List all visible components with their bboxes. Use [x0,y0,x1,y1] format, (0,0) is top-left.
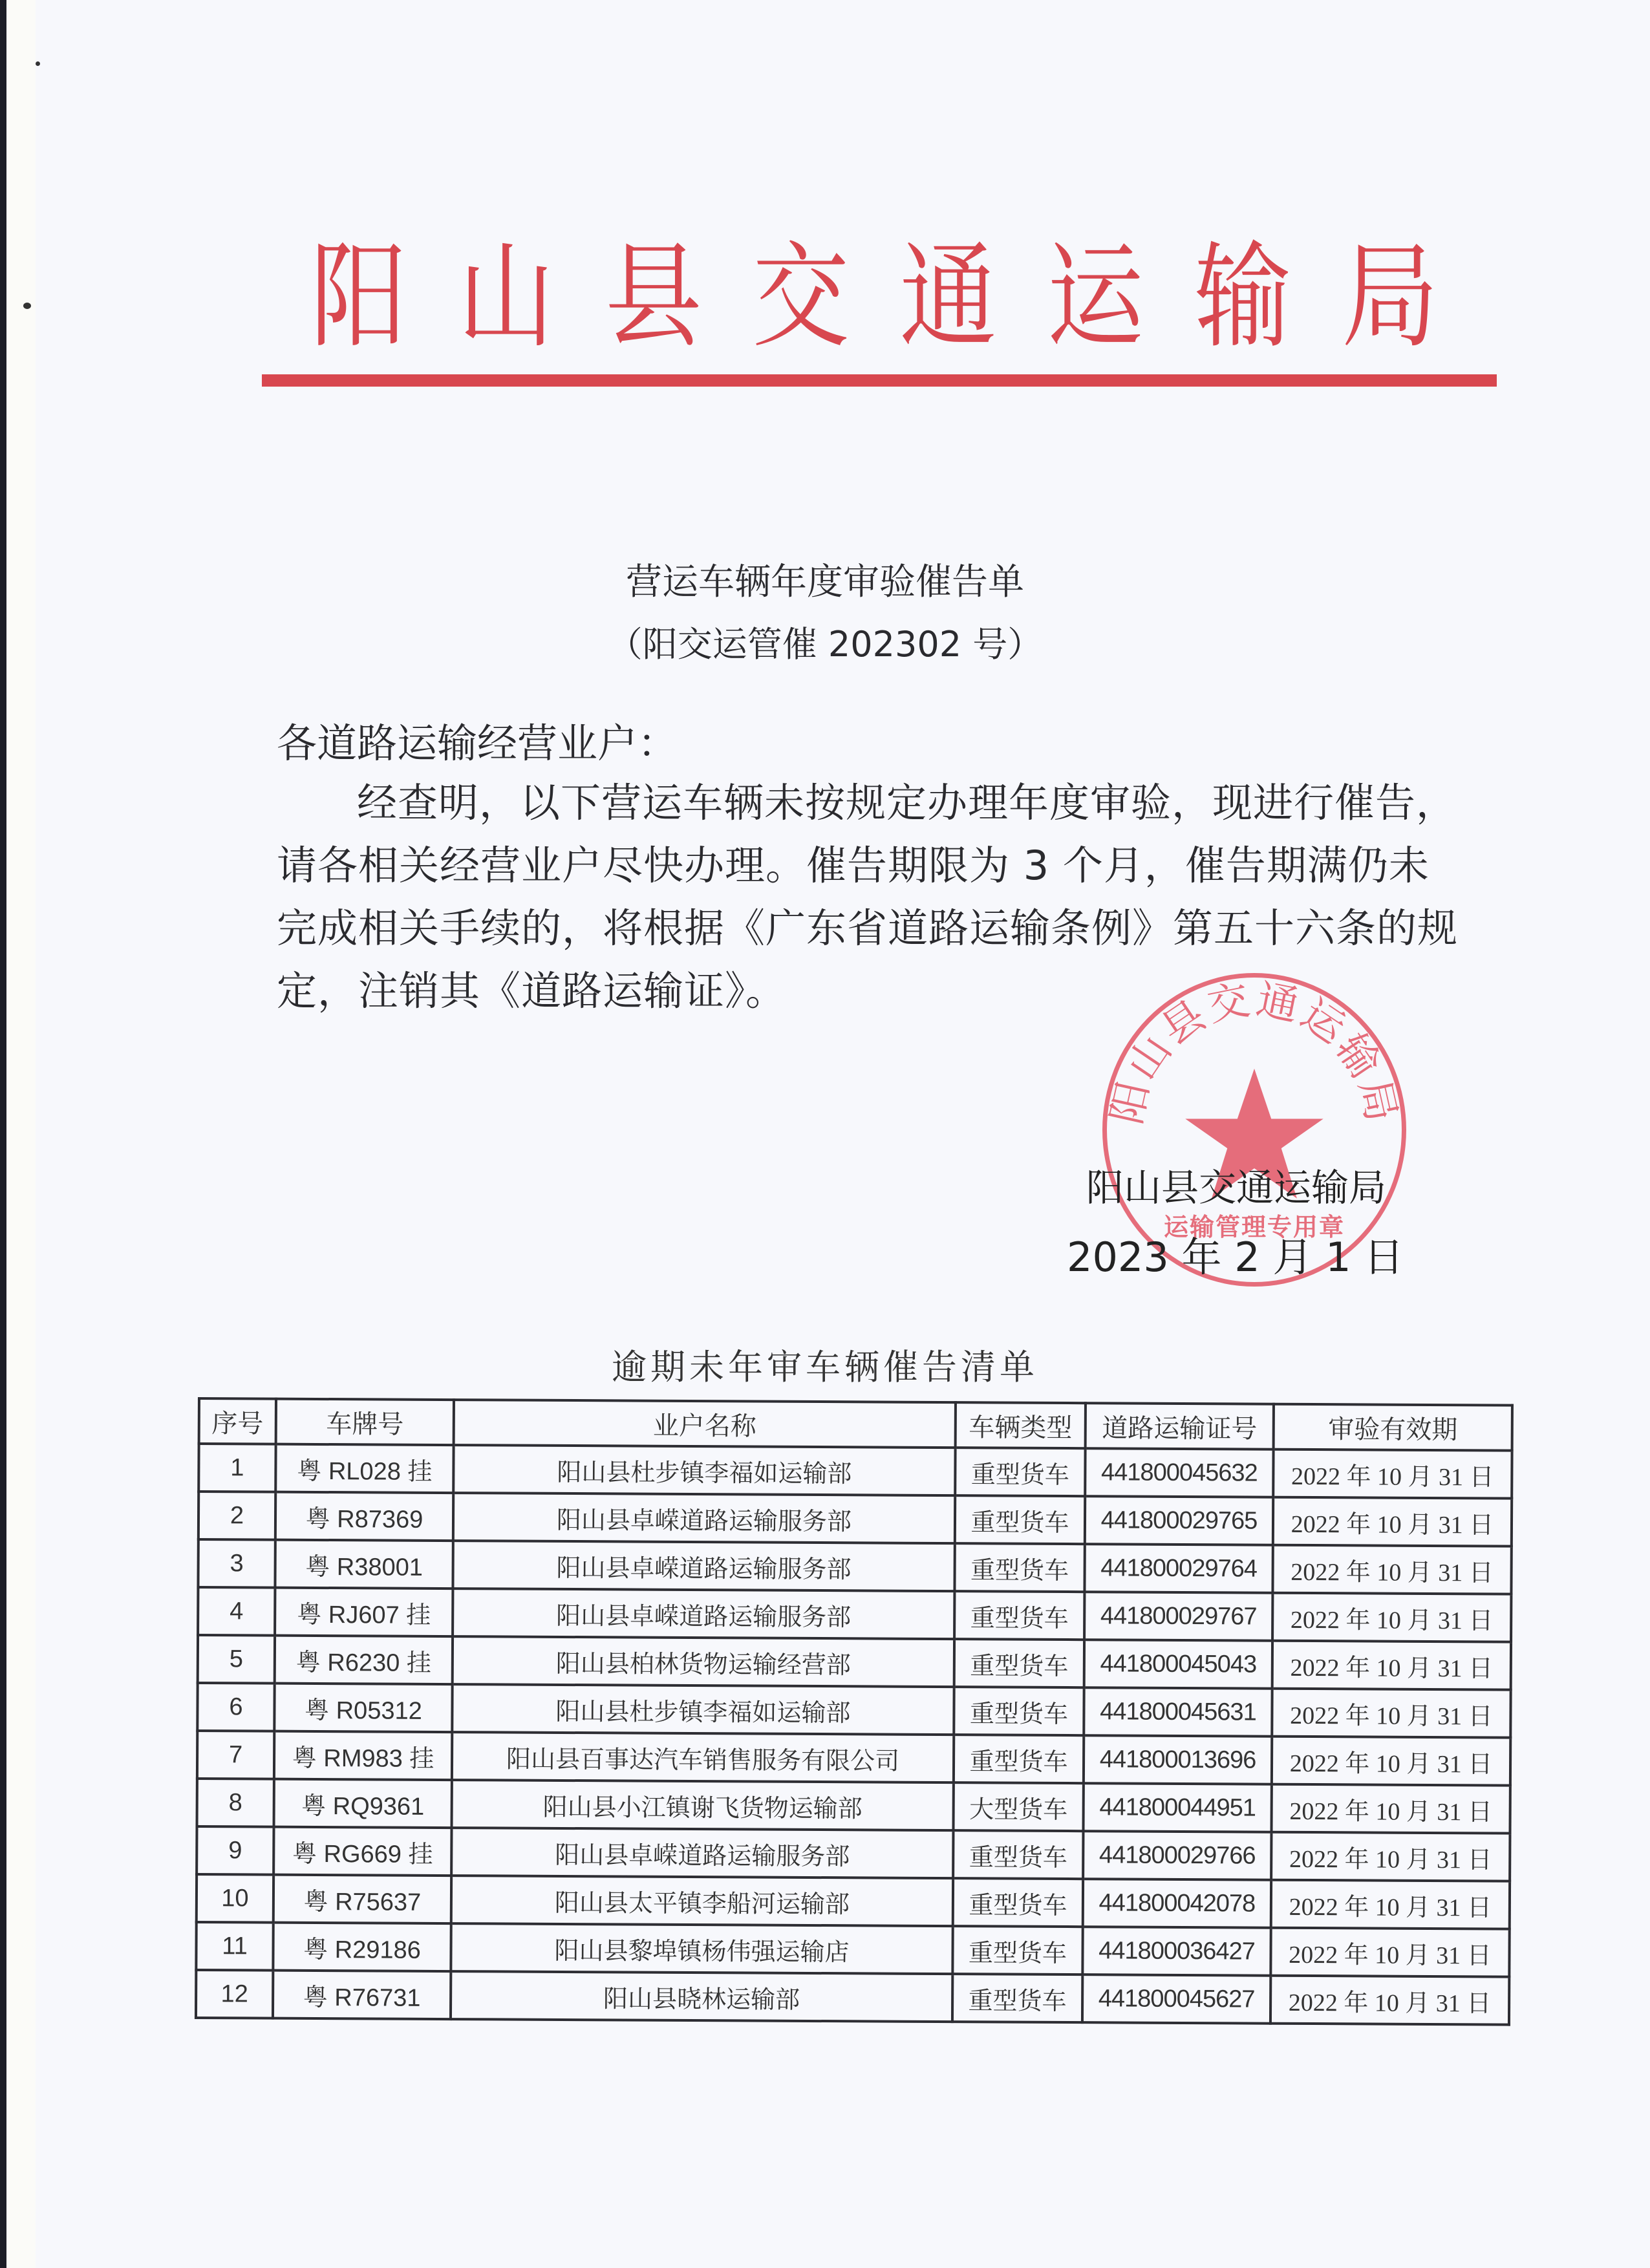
cell-valid-until: 2022 年 10 月 31 日 [1272,1593,1511,1642]
cell-no: 11 [196,1922,273,1971]
table-body [196,1444,1512,2025]
cell-operator: 阳山县百事达汽车销售服务有限公司 [452,1732,954,1782]
cell-valid-until: 2022 年 10 月 31 日 [1272,1689,1510,1738]
cell-plate: 粤 R6230 挂 [275,1636,453,1684]
cell-operator: 阳山县晓林运输部 [451,1971,952,2022]
cell-valid-until: 2022 年 10 月 31 日 [1272,1784,1510,1834]
cell-plate: 粤 RG669 挂 [273,1827,451,1876]
cell-vehicle-type: 重型货车 [952,1926,1082,1974]
column-header-type: 车辆类型 [956,1402,1086,1448]
issue-date: 2023 年 2 月 1 日 [1067,1234,1404,1281]
cell-vehicle-type: 重型货车 [954,1543,1084,1592]
letterhead-char: 阳 [310,231,408,364]
overdue-vehicle-table [195,1397,1514,2026]
table-row [196,1970,1509,2025]
cell-vehicle-type: 重型货车 [953,1878,1083,1927]
cell-permit-number: 441800045631 [1084,1687,1272,1737]
cell-permit-number: 441800029766 [1083,1831,1271,1880]
cell-operator: 阳山县小江镇谢飞货物运输部 [452,1780,954,1830]
cell-vehicle-type: 重型货车 [952,1974,1082,2022]
cell-plate: 粤 R87369 [275,1492,453,1541]
table-row [198,1539,1511,1594]
cell-permit-number: 441800013696 [1084,1735,1272,1784]
cell-plate: 粤 R38001 [275,1540,453,1589]
seal-bottom-text: 运输管理专用章 [1163,1213,1345,1241]
table-row [197,1731,1510,1786]
cell-vehicle-type: 重型货车 [954,1591,1084,1640]
table-row [198,1492,1512,1546]
cell-no: 9 [197,1826,273,1875]
cell-valid-until: 2022 年 10 月 31 日 [1272,1737,1510,1786]
column-header-plate: 车牌号 [276,1399,454,1445]
cell-permit-number: 441800042078 [1083,1879,1271,1928]
table-row [198,1635,1511,1690]
cell-no: 10 [197,1874,273,1923]
cell-plate: 粤 RJ607 挂 [275,1588,453,1636]
cell-vehicle-type: 重型货车 [954,1639,1084,1687]
cell-plate: 粤 R29186 [273,1923,451,1971]
cell-vehicle-type: 重型货车 [954,1687,1084,1735]
table-row [197,1874,1510,1929]
cell-vehicle-type: 重型货车 [955,1448,1085,1496]
table-row [196,1922,1509,1977]
cell-operator: 阳山县杜步镇李福如运输部 [452,1684,954,1735]
salutation: 各道路运输经营业户： [277,720,678,767]
cell-valid-until: 2022 年 10 月 31 日 [1271,1832,1510,1881]
cell-no: 4 [198,1587,275,1636]
cell-operator: 阳山县卓嵘道路运输服务部 [453,1589,954,1639]
cell-operator: 阳山县黎埠镇杨伟强运输店 [451,1923,952,1974]
table-row [197,1683,1510,1738]
cell-permit-number: 441800045627 [1082,1974,1270,2024]
cell-valid-until: 2022 年 10 月 31 日 [1270,1928,1509,1977]
letterhead-char: 输 [1194,231,1292,364]
seal-arc-text: 阳山县交通运输局 [1102,975,1406,1129]
issuer-signature: 阳山县交通运输局 [1086,1166,1387,1210]
cell-plate: 粤 R05312 [274,1684,452,1732]
cell-vehicle-type: 大型货车 [954,1782,1084,1831]
notice-paragraph: 经查明，以下营运车辆未按规定办理年度审验，现进行催告，请各相关经营业户尽快办理。催告期限为 3 个月，催告期满仍未完成相关手续的，将根据《广东省道路运输条例》第五十六条的规定，注销其《道路运输证》。 [277,779,1459,1014]
letterhead [262,233,1497,362]
cell-permit-number: 441800029767 [1084,1592,1272,1641]
cell-permit-number: 441800029765 [1085,1496,1273,1545]
scan-speck [23,303,31,309]
cell-vehicle-type: 重型货车 [954,1735,1084,1783]
list-title: 逾期未年审车辆催告清单 [612,1347,1038,1387]
table-row [197,1779,1510,1834]
letterhead-char: 局 [1341,231,1439,364]
scan-edge-margin [6,0,36,2268]
letterhead-char: 山 [457,231,555,364]
cell-vehicle-type: 重型货车 [955,1495,1085,1544]
letterhead-char: 通 [899,231,997,364]
cell-operator: 阳山县太平镇李船河运输部 [451,1876,953,1926]
table-row [197,1826,1510,1881]
scan-speck [36,61,40,66]
table-row [198,1587,1511,1642]
cell-no: 8 [197,1779,274,1827]
column-header-valid-until: 审验有效期 [1274,1404,1512,1451]
cell-no: 12 [196,1970,273,2018]
cell-plate: 粤 RM983 挂 [274,1731,452,1780]
cell-operator: 阳山县卓嵘道路运输服务部 [453,1541,954,1591]
table-header-row [199,1398,1512,1451]
cell-no: 1 [198,1444,275,1492]
cell-vehicle-type: 重型货车 [953,1830,1083,1879]
cell-permit-number: 441800045632 [1085,1448,1273,1497]
document-title: 营运车辆年度审验催告单 [626,561,1024,603]
cell-no: 5 [198,1635,275,1684]
cell-valid-until: 2022 年 10 月 31 日 [1270,1976,1509,2025]
table-row [198,1444,1512,1499]
letterhead-divider [262,374,1497,387]
cell-plate: 粤 R75637 [273,1875,451,1923]
cell-permit-number: 441800036427 [1082,1927,1270,1976]
cell-valid-until: 2022 年 10 月 31 日 [1272,1641,1511,1690]
cell-no: 7 [197,1731,274,1779]
cell-plate: 粤 RQ9361 [274,1779,452,1828]
cell-plate: 粤 RL028 挂 [275,1444,453,1493]
letterhead-char: 县 [605,231,702,364]
cell-no: 3 [198,1539,275,1588]
cell-valid-until: 2022 年 10 月 31 日 [1272,1545,1511,1594]
column-header-permit: 道路运输证号 [1086,1403,1274,1450]
cell-permit-number: 441800029764 [1084,1544,1272,1593]
cell-valid-until: 2022 年 10 月 31 日 [1273,1450,1512,1499]
document-number: （阳交运管催 202302 号） [607,624,1043,665]
cell-operator: 阳山县杜步镇李福如运输部 [453,1445,955,1495]
cell-plate: 粤 R76731 [273,1971,451,2019]
letterhead-char: 交 [752,231,850,364]
column-header-operator: 业户名称 [454,1400,956,1448]
cell-permit-number: 441800045043 [1084,1640,1272,1689]
cell-valid-until: 2022 年 10 月 31 日 [1273,1497,1512,1546]
cell-valid-until: 2022 年 10 月 31 日 [1271,1880,1510,1929]
cell-no: 2 [198,1492,275,1540]
cell-permit-number: 441800044951 [1084,1783,1272,1832]
cell-no: 6 [197,1683,274,1731]
letterhead-char: 运 [1047,231,1144,364]
column-header-no: 序号 [199,1398,276,1444]
scan-edge-shadow [0,0,6,2268]
cell-operator: 阳山县卓嵘道路运输服务部 [453,1493,955,1543]
cell-operator: 阳山县卓嵘道路运输服务部 [451,1828,953,1878]
cell-operator: 阳山县柏林货物运输经营部 [453,1636,954,1687]
